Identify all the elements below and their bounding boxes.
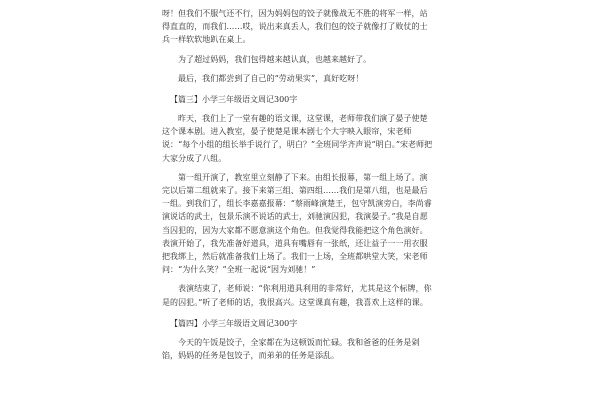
paragraph-continued: 呀！但我们不服气还不行，因为妈妈包的饺子就像战无不胜的将军一样，站得直直的，而我们……哎，说出来真丢人，我们包的饺子就像打了败仗的士兵一样软软地趴在桌上。	[162, 9, 428, 45]
text-column	[162, 0, 434, 362]
section3-heading: 【篇三】小学三年级语文周记300字	[170, 95, 298, 105]
section3-paragraph-intro: 昨天，我们上了一堂有趣的语文课，这堂课，老师带我们演了晏子使楚这个课本剧。进入教室，晏子使楚是课本剧七个大字映入眼帘，宋老师说：“每个小组的组长举手说行了，明白？”全班同学齐声说“明白。”宋老师把大家分成了八组。	[162, 114, 433, 163]
section4-paragraph-intro: 今天的午饭是饺子，全家都在为这顿饭而忙碌。我和爸爸的任务是剁馅，妈妈的任务是包饺子，而弟弟的任务是添乱。	[162, 337, 420, 361]
paragraph-surpass-mom: 为了超过妈妈，我们包得越来越认真，也越来越好了。	[178, 54, 372, 64]
section3-paragraph-ending: 表演结束了，老师说：“你利用道具利用的非常好，尤其是这个标牌，你是的囚犯。”听了老师的话，我很高兴。这堂课真有趣，我喜欢上这样的课。	[162, 284, 432, 307]
paragraph-labor-fruit: 最后，我们都尝到了自己的“劳动果实”，真好吃呀！	[178, 73, 364, 83]
section3-paragraph-performance: 第一组开演了，教室里立刻静了下来。由组长报幕，第一组上场了。演完以后第二组就来了。接下来第三组、第四组……我们是第八组，也是最后一组。到我们了，组长李嘉嘉报幕：“蔡雨峰演楚王，包守凯演旁白，李尚睿演说话的武士，包景乐演不说话的武士，刘驰演囚犯，我演晏子。”我是自愿当囚犯的，因为大家都不愿意演这个角色。但我觉得我能把这个角色演好。表演开始了，我先准备好道具，道具有嘴唇有一张纸，还让益子一一用衣服把我绑上，然后就准备我们上场了。我们一上场，全班都哄堂大笑，宋老师问：“为什么笑？”全班一起说“因为刘驰！”	[162, 172, 432, 275]
section4-heading: 【篇四】小学三年级语文周记300字	[170, 318, 298, 328]
